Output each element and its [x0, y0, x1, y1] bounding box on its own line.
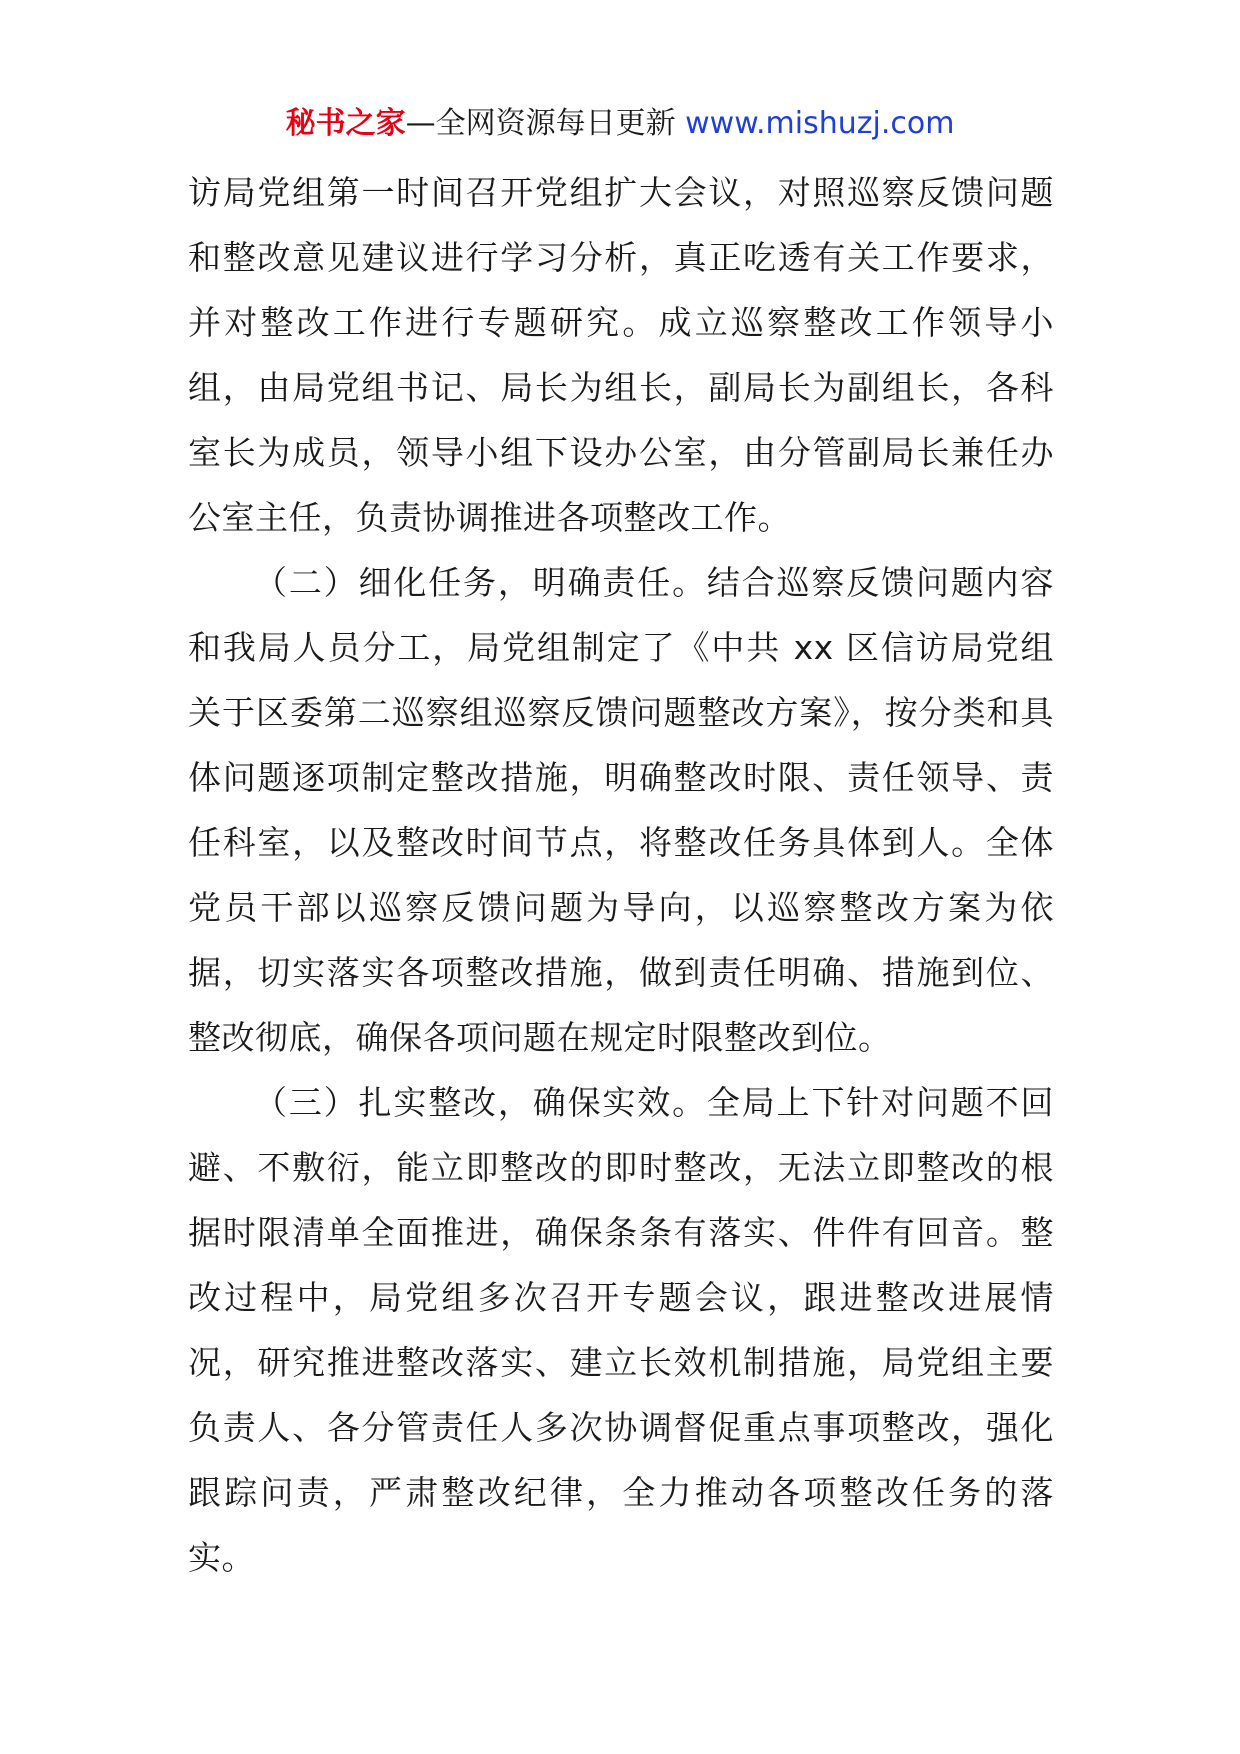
- paragraph-section-3: （三）扎实整改，确保实效。全局上下针对问题不回避、不敷衍，能立即整改的即时整改，无法立即整改的根据时限清单全面推进，确保条条有落实、件件有回音。整改过程中，局党组多次召开专题会议，跟进整改进展情况，研究推进整改落实、建立长效机制措施，局党组主要负责人、各分管责任人多次协调督促重点事项整改，强化跟踪问责，严肃整改纪律，全力推动各项整改任务的落实。: [188, 1083, 1054, 1577]
- page-header: [0, 104, 1240, 144]
- header-tagline: —全网资源每日更新: [405, 106, 686, 141]
- paragraph-section-2: （二）细化任务，明确责任。结合巡察反馈问题内容和我局人员分工，局党组制定了《中共 xx 区信访局党组关于区委第二巡察组巡察反馈问题整改方案》，按分类和具体问题逐项制定整改措施，明确整改时限、责任领导、责任科室，以及整改时间节点，将整改任务具体到人。全体党员干部以巡察反馈问题为导向，以巡察整改方案为依据，切实落实各项整改措施，做到责任明确、措施到位、整改彻底，确保各项问题在规定时限整改到位。: [188, 563, 1054, 1057]
- paragraph-continuation: 访局党组第一时间召开党组扩大会议，对照巡察反馈问题和整改意见建议进行学习分析，真正吃透有关工作要求，并对整改工作进行专题研究。成立巡察整改工作领导小组，由局党组书记、局长为组长，副局长为副组长，各科室长为成员，领导小组下设办公室，由分管副局长兼任办公室主任，负责协调推进各项整改工作。: [188, 173, 1054, 537]
- website-link[interactable]: www.mishuzj.com: [685, 106, 955, 141]
- brand-name: 秘书之家: [285, 106, 406, 141]
- document-body: [188, 160, 1054, 1590]
